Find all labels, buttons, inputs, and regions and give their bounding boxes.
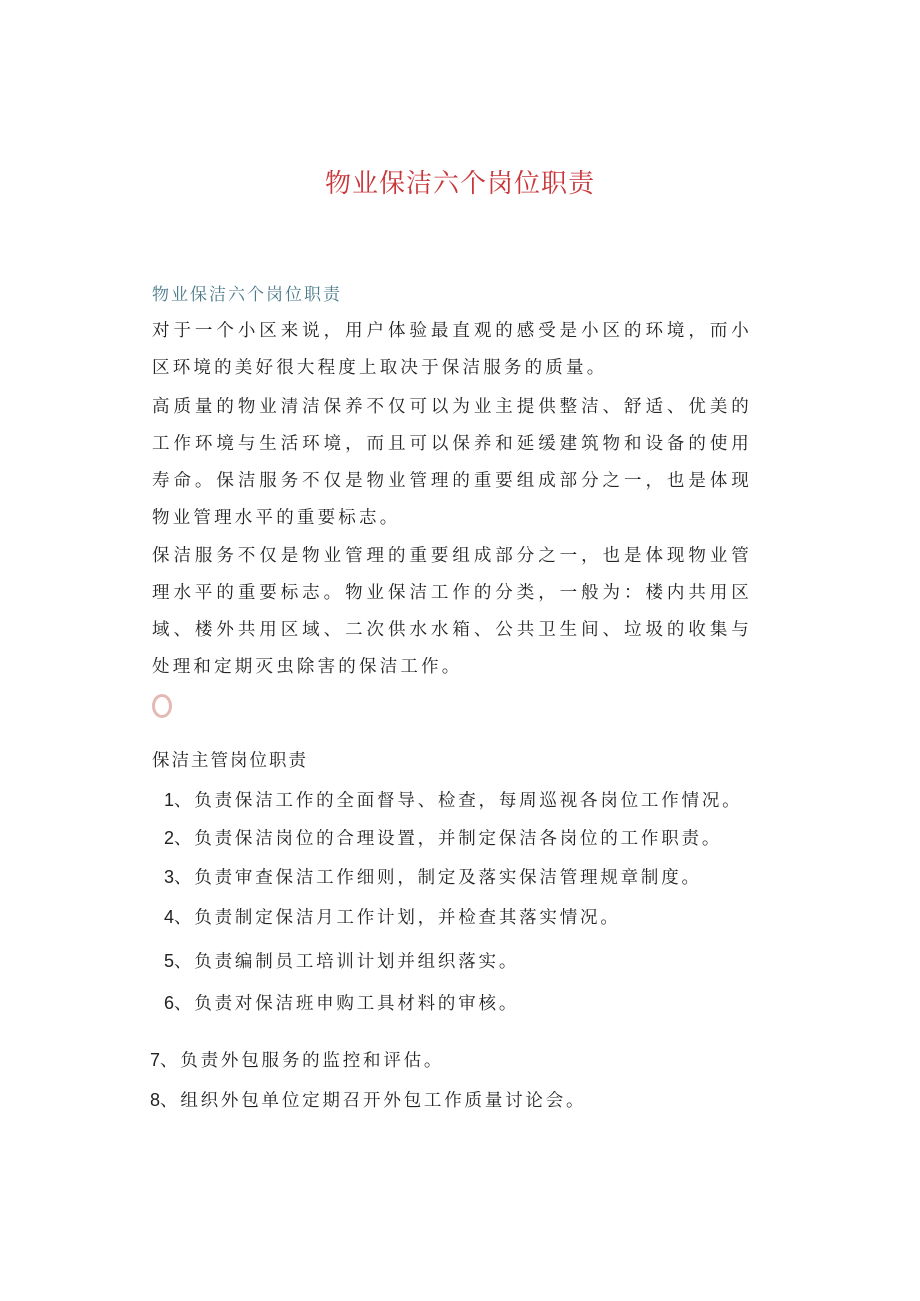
duty-text: 、负责保洁岗位的合理设置，并制定保洁各岗位的工作职责。 — [174, 829, 723, 849]
intro-paragraph-3: 保洁服务不仅是物业管理的重要组成部分之一，也是体现物业管理水平的重要标志。物业保洁工作的分类，一般为：楼内共用区域、楼外共用区域、二次供水水箱、公共卫生间、垃圾的收集与处理和定期灭虫除害的保洁工作。 — [152, 546, 752, 677]
intro-paragraph-2: 高质量的物业清洁保养不仅可以为业主提供整洁、舒适、优美的工作环境与生活环境，而且可以保养和延缓建筑物和设备的使用寿命。保洁服务不仅是物业管理的重要组成部分之一，也是体现物业管理水平的重要标志。 — [152, 397, 752, 528]
duty-item — [164, 785, 742, 816]
duty-text: 、负责保洁工作的全面督导、检查，每周巡视各岗位工作情况。 — [174, 791, 743, 811]
duty-number: 5 — [164, 951, 175, 971]
duty-number: 3 — [164, 867, 175, 887]
duty-text: 、负责编制员工培训计划并组织落实。 — [174, 952, 520, 972]
duty-number: 2 — [164, 828, 175, 848]
document-subtitle: 物业保洁六个岗位职责 — [152, 285, 342, 305]
duty-number: 8 — [150, 1090, 161, 1110]
duty-number: 7 — [150, 1050, 161, 1070]
duty-item — [164, 862, 702, 893]
duty-item — [150, 1045, 444, 1076]
duty-number: 4 — [164, 907, 175, 927]
duty-text: 、负责制定保洁月工作计划，并检查其落实情况。 — [174, 908, 621, 928]
duty-text: 、负责对保洁班申购工具材料的审核。 — [174, 994, 520, 1014]
section-heading: 保洁主管岗位职责 — [152, 751, 308, 771]
duty-text: 、负责外包服务的监控和评估。 — [160, 1051, 445, 1071]
duty-number: 1 — [164, 790, 175, 810]
duty-item — [164, 946, 519, 977]
duty-text: 、负责审查保洁工作细则，制定及落实保洁管理规章制度。 — [174, 868, 702, 888]
duty-item — [150, 1085, 586, 1116]
duty-item — [164, 988, 519, 1019]
duty-number: 6 — [164, 993, 175, 1013]
duty-item — [164, 902, 621, 933]
duty-item — [164, 823, 722, 854]
duty-text: 、组织外包单位定期召开外包工作质量讨论会。 — [160, 1091, 587, 1111]
document-title: 物业保洁六个岗位职责 — [324, 169, 595, 199]
intro-paragraph-1: 对于一个小区来说，用户体验最直观的感受是小区的环境，而小区环境的美好很大程度上取决于保洁服务的质量。 — [152, 321, 752, 378]
circle-bullet-icon — [152, 694, 172, 718]
